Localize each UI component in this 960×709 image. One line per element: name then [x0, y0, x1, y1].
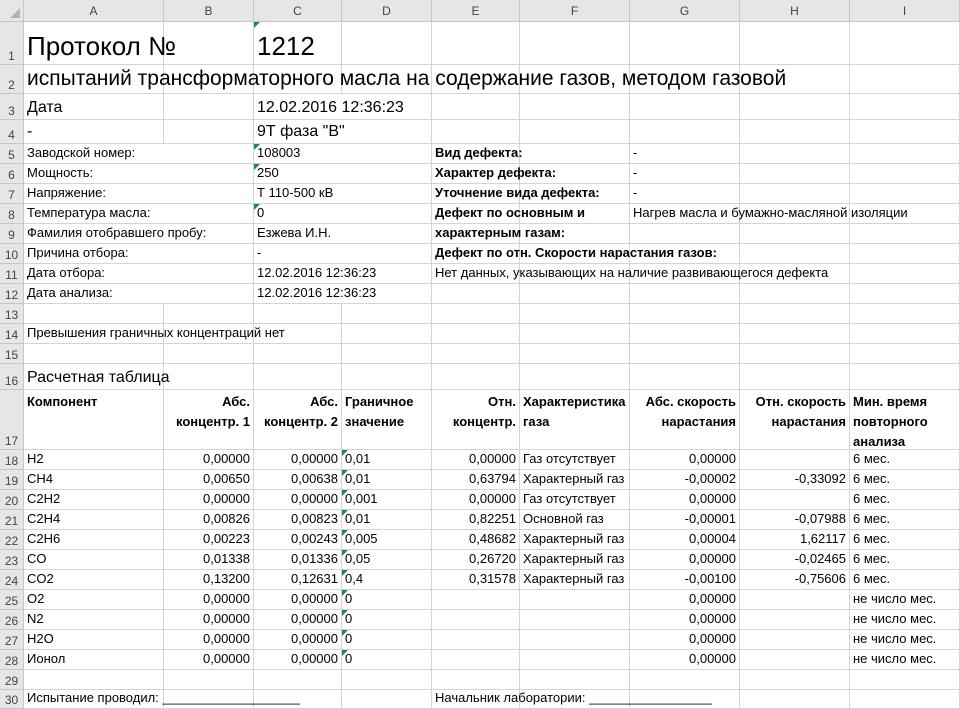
th-gas-characteristic[interactable] — [520, 390, 629, 449]
cell-limit[interactable]: 0,01 — [342, 510, 431, 529]
info-label[interactable]: Дата анализа: — [24, 284, 253, 303]
info-value[interactable]: Т 110-500 кВ — [254, 184, 431, 203]
row-header-10[interactable]: 10 — [0, 244, 24, 264]
cell-limit[interactable]: 0 — [342, 590, 431, 609]
th-abs-conc-1[interactable] — [164, 390, 253, 449]
defect-character-label[interactable]: Характер дефекта: — [435, 165, 557, 180]
cell-abs-conc-2[interactable]: 0,00638 — [254, 470, 341, 489]
header-line: концентр. — [452, 414, 516, 429]
defect-rate-value[interactable]: Нет данных, указывающих на наличие развивающегося дефекта — [435, 265, 829, 280]
cell-abs-conc-2[interactable]: 0,00000 — [254, 630, 341, 649]
cell-abs-conc-1[interactable]: 0,00826 — [164, 510, 253, 529]
cell-rel-conc[interactable]: 0,00000 — [432, 490, 519, 509]
info-value[interactable]: 0 — [254, 204, 431, 223]
row-header-26[interactable]: 26 — [0, 610, 24, 630]
header-line: значение — [345, 414, 405, 429]
cell-limit[interactable]: 0,01 — [342, 470, 431, 489]
cell-min-time[interactable]: 6 мес. — [853, 451, 891, 466]
row-gridline — [24, 93, 960, 94]
cell-rel-conc[interactable] — [432, 590, 519, 609]
cell-limit[interactable]: 0 — [342, 650, 431, 669]
cell-rel-rate[interactable] — [740, 450, 849, 469]
row-header-9[interactable]: 9 — [0, 224, 24, 244]
column-header-a[interactable]: A — [24, 0, 164, 22]
row-header-1[interactable]: 1 — [0, 22, 24, 65]
cell-abs-conc-1[interactable]: 0,00000 — [164, 490, 253, 509]
cell-abs-rate[interactable]: 0,00000 — [630, 490, 739, 509]
cell-abs-conc-2[interactable]: 0,00000 — [254, 590, 341, 609]
defect-refine-label[interactable]: Уточнение вида дефекта: — [435, 185, 600, 200]
info-label[interactable]: Фамилия отобравшего пробу: — [24, 224, 253, 243]
cell-abs-rate[interactable]: 0,00000 — [630, 550, 739, 569]
cell-rel-rate[interactable]: -0,33092 — [740, 470, 849, 489]
row-header-4[interactable]: 4 — [0, 120, 24, 144]
defect-character-value[interactable]: - — [630, 164, 739, 183]
row-header-19[interactable]: 19 — [0, 470, 24, 490]
cell-min-time[interactable]: не число мес. — [853, 611, 937, 626]
header-line: концентр. 2 — [264, 414, 338, 429]
row-header-12[interactable]: 12 — [0, 284, 24, 304]
object-value[interactable]: 9Т фаза "В" — [254, 120, 431, 143]
cell-abs-conc-2[interactable]: 0,00000 — [254, 650, 341, 669]
row-header-28[interactable]: 28 — [0, 650, 24, 670]
row-header-13[interactable]: 13 — [0, 304, 24, 324]
row-header-15[interactable]: 15 — [0, 344, 24, 364]
row-header-6[interactable]: 6 — [0, 164, 24, 184]
cell-limit[interactable]: 0,001 — [342, 490, 431, 509]
cell-gas-characteristic[interactable] — [520, 630, 629, 649]
cell-rel-rate[interactable] — [740, 650, 849, 669]
cell-abs-conc-2[interactable]: 0,00243 — [254, 530, 341, 549]
cell-abs-conc-1[interactable]: 0,00650 — [164, 470, 253, 489]
info-label[interactable]: Температура масла: — [24, 204, 253, 223]
cell-gas-characteristic[interactable]: Характерный газ — [520, 530, 629, 549]
cell-min-time[interactable]: 6 мес. — [853, 571, 891, 586]
cell-limit[interactable]: 0,005 — [342, 530, 431, 549]
column-header-i[interactable]: I — [850, 0, 960, 22]
cell-rel-rate[interactable] — [740, 490, 849, 509]
row-header-27[interactable]: 27 — [0, 630, 24, 650]
select-all-corner[interactable] — [0, 0, 24, 22]
cell-gas-characteristic[interactable]: Основной газ — [520, 510, 629, 529]
cell-rel-conc[interactable] — [432, 610, 519, 629]
info-value[interactable]: 108003 — [254, 144, 431, 163]
cell-rel-conc[interactable] — [432, 630, 519, 649]
row-header-23[interactable]: 23 — [0, 550, 24, 570]
column-header-e[interactable]: E — [432, 0, 520, 22]
cell-gas-characteristic[interactable]: Газ отсутствует — [520, 450, 629, 469]
cell-min-time[interactable]: 6 мес. — [853, 511, 891, 526]
header-line: Абс. — [222, 394, 250, 409]
cell-abs-rate[interactable]: -0,00100 — [630, 570, 739, 589]
cell-component[interactable]: CO — [24, 550, 163, 569]
date-label[interactable]: Дата — [27, 99, 63, 116]
row-header-3[interactable]: 3 — [0, 94, 24, 120]
row-header-17[interactable]: 17 — [0, 390, 24, 450]
info-value[interactable]: Езжева И.Н. — [254, 224, 431, 243]
th-rel-rate[interactable] — [740, 390, 849, 449]
cell-rel-rate[interactable] — [740, 610, 849, 629]
cell-abs-conc-1[interactable]: 0,00000 — [164, 630, 253, 649]
row-header-5[interactable]: 5 — [0, 144, 24, 164]
cell-limit[interactable]: 0 — [342, 610, 431, 629]
defect-type-value[interactable]: - — [630, 144, 739, 163]
limit-notice[interactable]: Превышения граничных концентраций нет — [27, 325, 285, 340]
protocol-number[interactable]: 1212 — [254, 22, 341, 64]
cell-component[interactable]: CH4 — [24, 470, 163, 489]
row-header-16[interactable]: 16 — [0, 364, 24, 390]
info-label[interactable]: Мощность: — [24, 164, 253, 183]
date-value[interactable]: 12.02.2016 12:36:23 — [254, 94, 431, 119]
row-gridline — [24, 343, 960, 344]
cell-component[interactable]: N2 — [24, 610, 163, 629]
row-header-29[interactable]: 29 — [0, 670, 24, 690]
cell-limit[interactable]: 0,01 — [342, 450, 431, 469]
column-header-h[interactable]: H — [740, 0, 850, 22]
row-header-30[interactable]: 30 — [0, 690, 24, 709]
cell-component[interactable]: Ионол — [24, 650, 163, 669]
row-header-7[interactable]: 7 — [0, 184, 24, 204]
row-header-8[interactable]: 8 — [0, 204, 24, 224]
defect-basic-label[interactable]: Дефект по основным и — [435, 205, 585, 220]
row-header-11[interactable]: 11 — [0, 264, 24, 284]
cell-gas-characteristic[interactable]: Характерный газ — [520, 550, 629, 569]
column-header-g[interactable]: G — [630, 0, 740, 22]
footer-chief[interactable]: Начальник лаборатории: _________________ — [435, 690, 713, 705]
column-header-f[interactable]: F — [520, 0, 630, 22]
cell-component[interactable]: CO2 — [24, 570, 163, 589]
th-component[interactable] — [24, 390, 163, 449]
cell-gas-characteristic[interactable]: Характерный газ — [520, 570, 629, 589]
column-header-c[interactable]: C — [254, 0, 342, 22]
cell-gas-characteristic[interactable]: Характерный газ — [520, 470, 629, 489]
cell-rel-rate[interactable] — [740, 590, 849, 609]
cell-gas-characteristic[interactable] — [520, 590, 629, 609]
info-value[interactable]: - — [254, 244, 431, 263]
header-line: Характеристика — [523, 394, 626, 409]
object-dash[interactable]: - — [24, 120, 163, 143]
cell-gas-characteristic[interactable]: Газ отсутствует — [520, 490, 629, 509]
cell-rel-rate[interactable]: 1,62117 — [740, 530, 849, 549]
info-label[interactable]: Напряжение: — [24, 184, 253, 203]
cell-abs-conc-2[interactable]: 0,12631 — [254, 570, 341, 589]
cell-rel-rate[interactable]: -0,02465 — [740, 550, 849, 569]
row-gridline — [24, 303, 960, 304]
defect-type-label[interactable]: Вид дефекта: — [435, 145, 523, 160]
cell-rel-conc[interactable]: 0,31578 — [432, 570, 519, 589]
th-limit[interactable] — [342, 390, 431, 449]
defect-refine-value[interactable]: - — [630, 184, 739, 203]
row-header-20[interactable]: 20 — [0, 490, 24, 510]
header-line: Абс. скорость — [645, 394, 736, 409]
protocol-subtitle[interactable]: испытаний трансформаторного масла на содержание газов, методом газовой — [27, 67, 787, 90]
cell-abs-rate[interactable]: 0,00000 — [630, 590, 739, 609]
cell-abs-conc-1[interactable]: 0,13200 — [164, 570, 253, 589]
cell-component[interactable]: O2 — [24, 590, 163, 609]
cell-abs-rate[interactable]: 0,00004 — [630, 530, 739, 549]
cell-abs-conc-1[interactable]: 0,00000 — [164, 450, 253, 469]
header-line: газа — [523, 414, 550, 429]
cell-limit[interactable]: 0,05 — [342, 550, 431, 569]
cell-component[interactable]: C2H2 — [24, 490, 163, 509]
cell-min-time[interactable]: 6 мес. — [853, 531, 891, 546]
cell-limit[interactable]: 0 — [342, 630, 431, 649]
info-label[interactable]: Дата отбора: — [24, 264, 253, 283]
cell-min-time[interactable]: 6 мес. — [853, 551, 891, 566]
cell-rel-conc[interactable] — [432, 650, 519, 669]
cell-abs-conc-1[interactable]: 0,00000 — [164, 610, 253, 629]
cell-gas-characteristic[interactable] — [520, 610, 629, 629]
cell-rel-conc[interactable]: 0,48682 — [432, 530, 519, 549]
header-line: нарастания — [771, 414, 846, 429]
header-line: концентр. 1 — [176, 414, 250, 429]
cell-abs-rate[interactable]: -0,00001 — [630, 510, 739, 529]
cell-abs-rate[interactable]: -0,00002 — [630, 470, 739, 489]
cell-component[interactable]: C2H6 — [24, 530, 163, 549]
cell-abs-conc-1[interactable]: 0,00000 — [164, 590, 253, 609]
info-value[interactable]: 250 — [254, 164, 431, 183]
info-value[interactable]: 12.02.2016 12:36:23 — [254, 284, 431, 303]
cell-rel-rate[interactable]: -0,75606 — [740, 570, 849, 589]
info-label[interactable]: Причина отбора: — [24, 244, 253, 263]
header-line: повторного — [853, 414, 928, 429]
th-rel-conc[interactable] — [432, 390, 519, 449]
protocol-title[interactable]: Протокол № — [27, 31, 176, 61]
cell-min-time[interactable]: 6 мес. — [853, 491, 891, 506]
column-header-b[interactable]: B — [164, 0, 254, 22]
cell-abs-rate[interactable]: 0,00000 — [630, 650, 739, 669]
row-header-2[interactable]: 2 — [0, 65, 24, 94]
row-header-14[interactable]: 14 — [0, 324, 24, 344]
cell-min-time[interactable]: не число мес. — [853, 631, 937, 646]
row-header-21[interactable]: 21 — [0, 510, 24, 530]
row-header-24[interactable]: 24 — [0, 570, 24, 590]
cell-abs-conc-1[interactable]: 0,01338 — [164, 550, 253, 569]
row-gridline — [24, 119, 960, 120]
row-header-22[interactable]: 22 — [0, 530, 24, 550]
cell-abs-rate[interactable]: 0,00000 — [630, 450, 739, 469]
row-header-25[interactable]: 25 — [0, 590, 24, 610]
info-value[interactable]: 12.02.2016 12:36:23 — [254, 264, 431, 283]
row-gridline — [24, 669, 960, 670]
row-header-18[interactable]: 18 — [0, 450, 24, 470]
cell-abs-conc-2[interactable]: 0,01336 — [254, 550, 341, 569]
footer-tester[interactable]: Испытание проводил: ___________________ — [27, 690, 300, 705]
cell-rel-conc[interactable]: 0,26720 — [432, 550, 519, 569]
cell-rel-conc[interactable]: 0,63794 — [432, 470, 519, 489]
cell-rel-rate[interactable] — [740, 630, 849, 649]
th-abs-conc-2[interactable] — [254, 390, 341, 449]
cell-abs-conc-1[interactable]: 0,00223 — [164, 530, 253, 549]
th-abs-rate[interactable] — [630, 390, 739, 449]
cell-min-time[interactable]: 6 мес. — [853, 471, 891, 486]
cell-component[interactable]: C2H4 — [24, 510, 163, 529]
cell-abs-conc-2[interactable]: 0,00823 — [254, 510, 341, 529]
header-line: Отн. — [488, 394, 516, 409]
cell-abs-rate[interactable]: 0,00000 — [630, 610, 739, 629]
cell-abs-rate[interactable]: 0,00000 — [630, 630, 739, 649]
cell-abs-conc-2[interactable]: 0,00000 — [254, 610, 341, 629]
header-line: Отн. скорость — [755, 394, 846, 409]
header-line: Абс. — [310, 394, 338, 409]
column-header-d[interactable]: D — [342, 0, 432, 22]
table-title[interactable]: Расчетная таблица — [27, 369, 170, 386]
cell-rel-conc[interactable]: 0,00000 — [432, 450, 519, 469]
header-line: анализа — [853, 434, 906, 449]
header-line: Мин. время — [853, 394, 928, 409]
cell-rel-rate[interactable]: -0,07988 — [740, 510, 849, 529]
th-min-time[interactable] — [850, 390, 959, 449]
cell-rel-conc[interactable]: 0,82251 — [432, 510, 519, 529]
defect-basic-label-2[interactable]: характерным газам: — [435, 225, 566, 240]
header-line: Граничное — [345, 394, 414, 409]
header-line: нарастания — [661, 414, 736, 429]
defect-rate-label[interactable]: Дефект по отн. Скорости нарастания газов: — [435, 245, 717, 260]
cell-limit[interactable]: 0,4 — [342, 570, 431, 589]
cell-component[interactable]: H2 — [24, 450, 163, 469]
info-label[interactable]: Заводской номер: — [24, 144, 253, 163]
cell-component[interactable]: H2O — [24, 630, 163, 649]
defect-basic-value[interactable]: Нагрев масла и бумажно-масляной изоляции — [633, 205, 908, 220]
cell-abs-conc-1[interactable]: 0,00000 — [164, 650, 253, 669]
cell-gas-characteristic[interactable] — [520, 650, 629, 669]
cell-abs-conc-2[interactable]: 0,00000 — [254, 450, 341, 469]
cell-min-time[interactable]: не число мес. — [853, 651, 937, 666]
header-line: Компонент — [27, 394, 98, 409]
cell-abs-conc-2[interactable]: 0,00000 — [254, 490, 341, 509]
cell-min-time[interactable]: не число мес. — [853, 591, 937, 606]
